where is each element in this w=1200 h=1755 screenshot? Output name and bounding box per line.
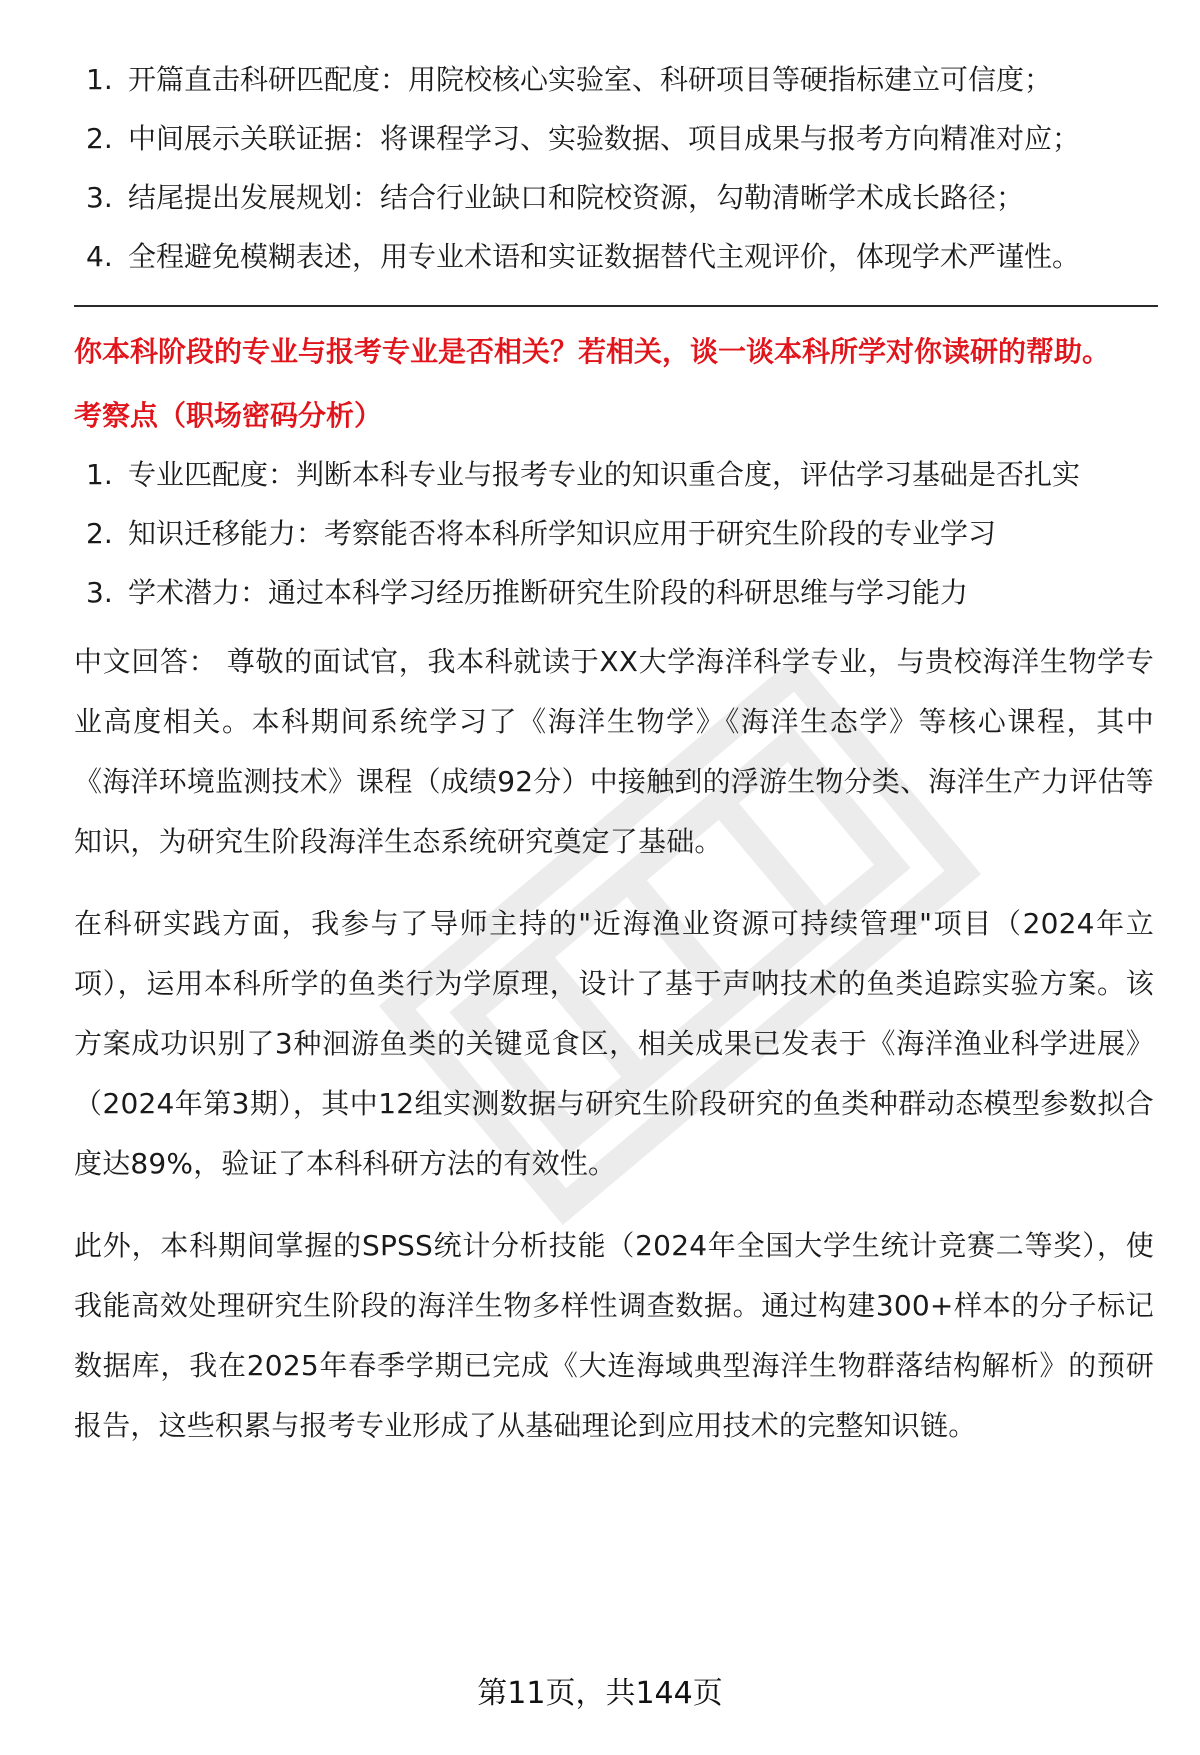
list-item-text: 专业匹配度：判断本科专业与报考专业的知识重合度，评估学习基础是否扎实 bbox=[128, 458, 1081, 491]
list-item-number: 1. bbox=[86, 458, 113, 491]
answer-paragraph: 在科研实践方面，我参与了导师主持的"近海渔业资源可持续管理"项目（2024年立项），运用本科所学的鱼类行为学原理，设计了基于声呐技术的鱼类追踪实验方案。该方案成功识别了3种洄游鱼类的关键觅食区，相关成果已发表于《海洋渔业科学进展》（2024年第3期），其中12组实测数据与研究生阶段研究的鱼类种群动态模型参数拟合度达89%，验证了本科科研方法的有效性。 bbox=[74, 907, 1154, 1180]
list-item bbox=[74, 237, 1154, 277]
list-item-text: 开篇直击科研匹配度：用院校核心实验室、科研项目等硬指标建立可信度； bbox=[128, 63, 1053, 96]
list-item-text: 知识迁移能力：考察能否将本科所学知识应用于研究生阶段的专业学习 bbox=[128, 517, 997, 550]
list-item-text: 结尾提出发展规划：结合行业缺口和院校资源，勾勒清晰学术成长路径； bbox=[128, 181, 1025, 214]
list-item bbox=[74, 178, 1154, 218]
list-item-number: 2. bbox=[86, 122, 113, 155]
list-item-number: 3. bbox=[86, 181, 113, 214]
list-item-number: 1. bbox=[86, 63, 113, 96]
page-number: 第11页，共144页 bbox=[477, 1676, 723, 1711]
list-item-number: 3. bbox=[86, 576, 113, 609]
answer-paragraph: 中文回答： 尊敬的面试官，我本科就读于XX大学海洋科学专业，与贵校海洋生物学专业高度相关。本科期间系统学习了《海洋生物学》《海洋生态学》等核心课程，其中《海洋环境监测技术》课程（成绩92分）中接触到的浮游生物分类、海洋生产力评估等知识，为研究生阶段海洋生态系统研究奠定了基础。 bbox=[74, 645, 1154, 858]
list-item-text: 全程避免模糊表述，用专业术语和实证数据替代主观评价，体现学术严谨性。 bbox=[128, 240, 1081, 273]
list-item bbox=[74, 119, 1154, 159]
list-item bbox=[74, 514, 1154, 554]
list-item-number: 4. bbox=[86, 240, 113, 273]
list-item bbox=[74, 573, 1154, 613]
answer-paragraph: 此外，本科期间掌握的SPSS统计分析技能（2024年全国大学生统计竞赛二等奖），使我能高效处理研究生阶段的海洋生物多样性调查数据。通过构建300+样本的分子标记数据库，我在2025年春季学期已完成《大连海域典型海洋生物群落结构解析》的预研报告，这些积累与报考专业形成了从基础理论到应用技术的完整知识链。 bbox=[74, 1229, 1154, 1442]
list-item bbox=[74, 455, 1154, 495]
list-item bbox=[74, 60, 1154, 100]
section-divider bbox=[74, 305, 1158, 307]
assessment-list bbox=[74, 455, 1154, 613]
strategy-list bbox=[74, 60, 1154, 277]
interview-question: 你本科阶段的专业与报考专业是否相关？若相关，谈一谈本科所学对你读研的帮助。 bbox=[74, 335, 1111, 368]
list-item-number: 2. bbox=[86, 517, 113, 550]
assessment-heading: 考察点（职场密码分析） bbox=[74, 399, 383, 432]
list-item-text: 学术潜力：通过本科学习经历推断研究生阶段的科研思维与学习能力 bbox=[128, 576, 969, 609]
list-item-text: 中间展示关联证据：将课程学习、实验数据、项目成果与报考方向精准对应； bbox=[128, 122, 1081, 155]
main-content bbox=[74, 60, 1154, 1478]
